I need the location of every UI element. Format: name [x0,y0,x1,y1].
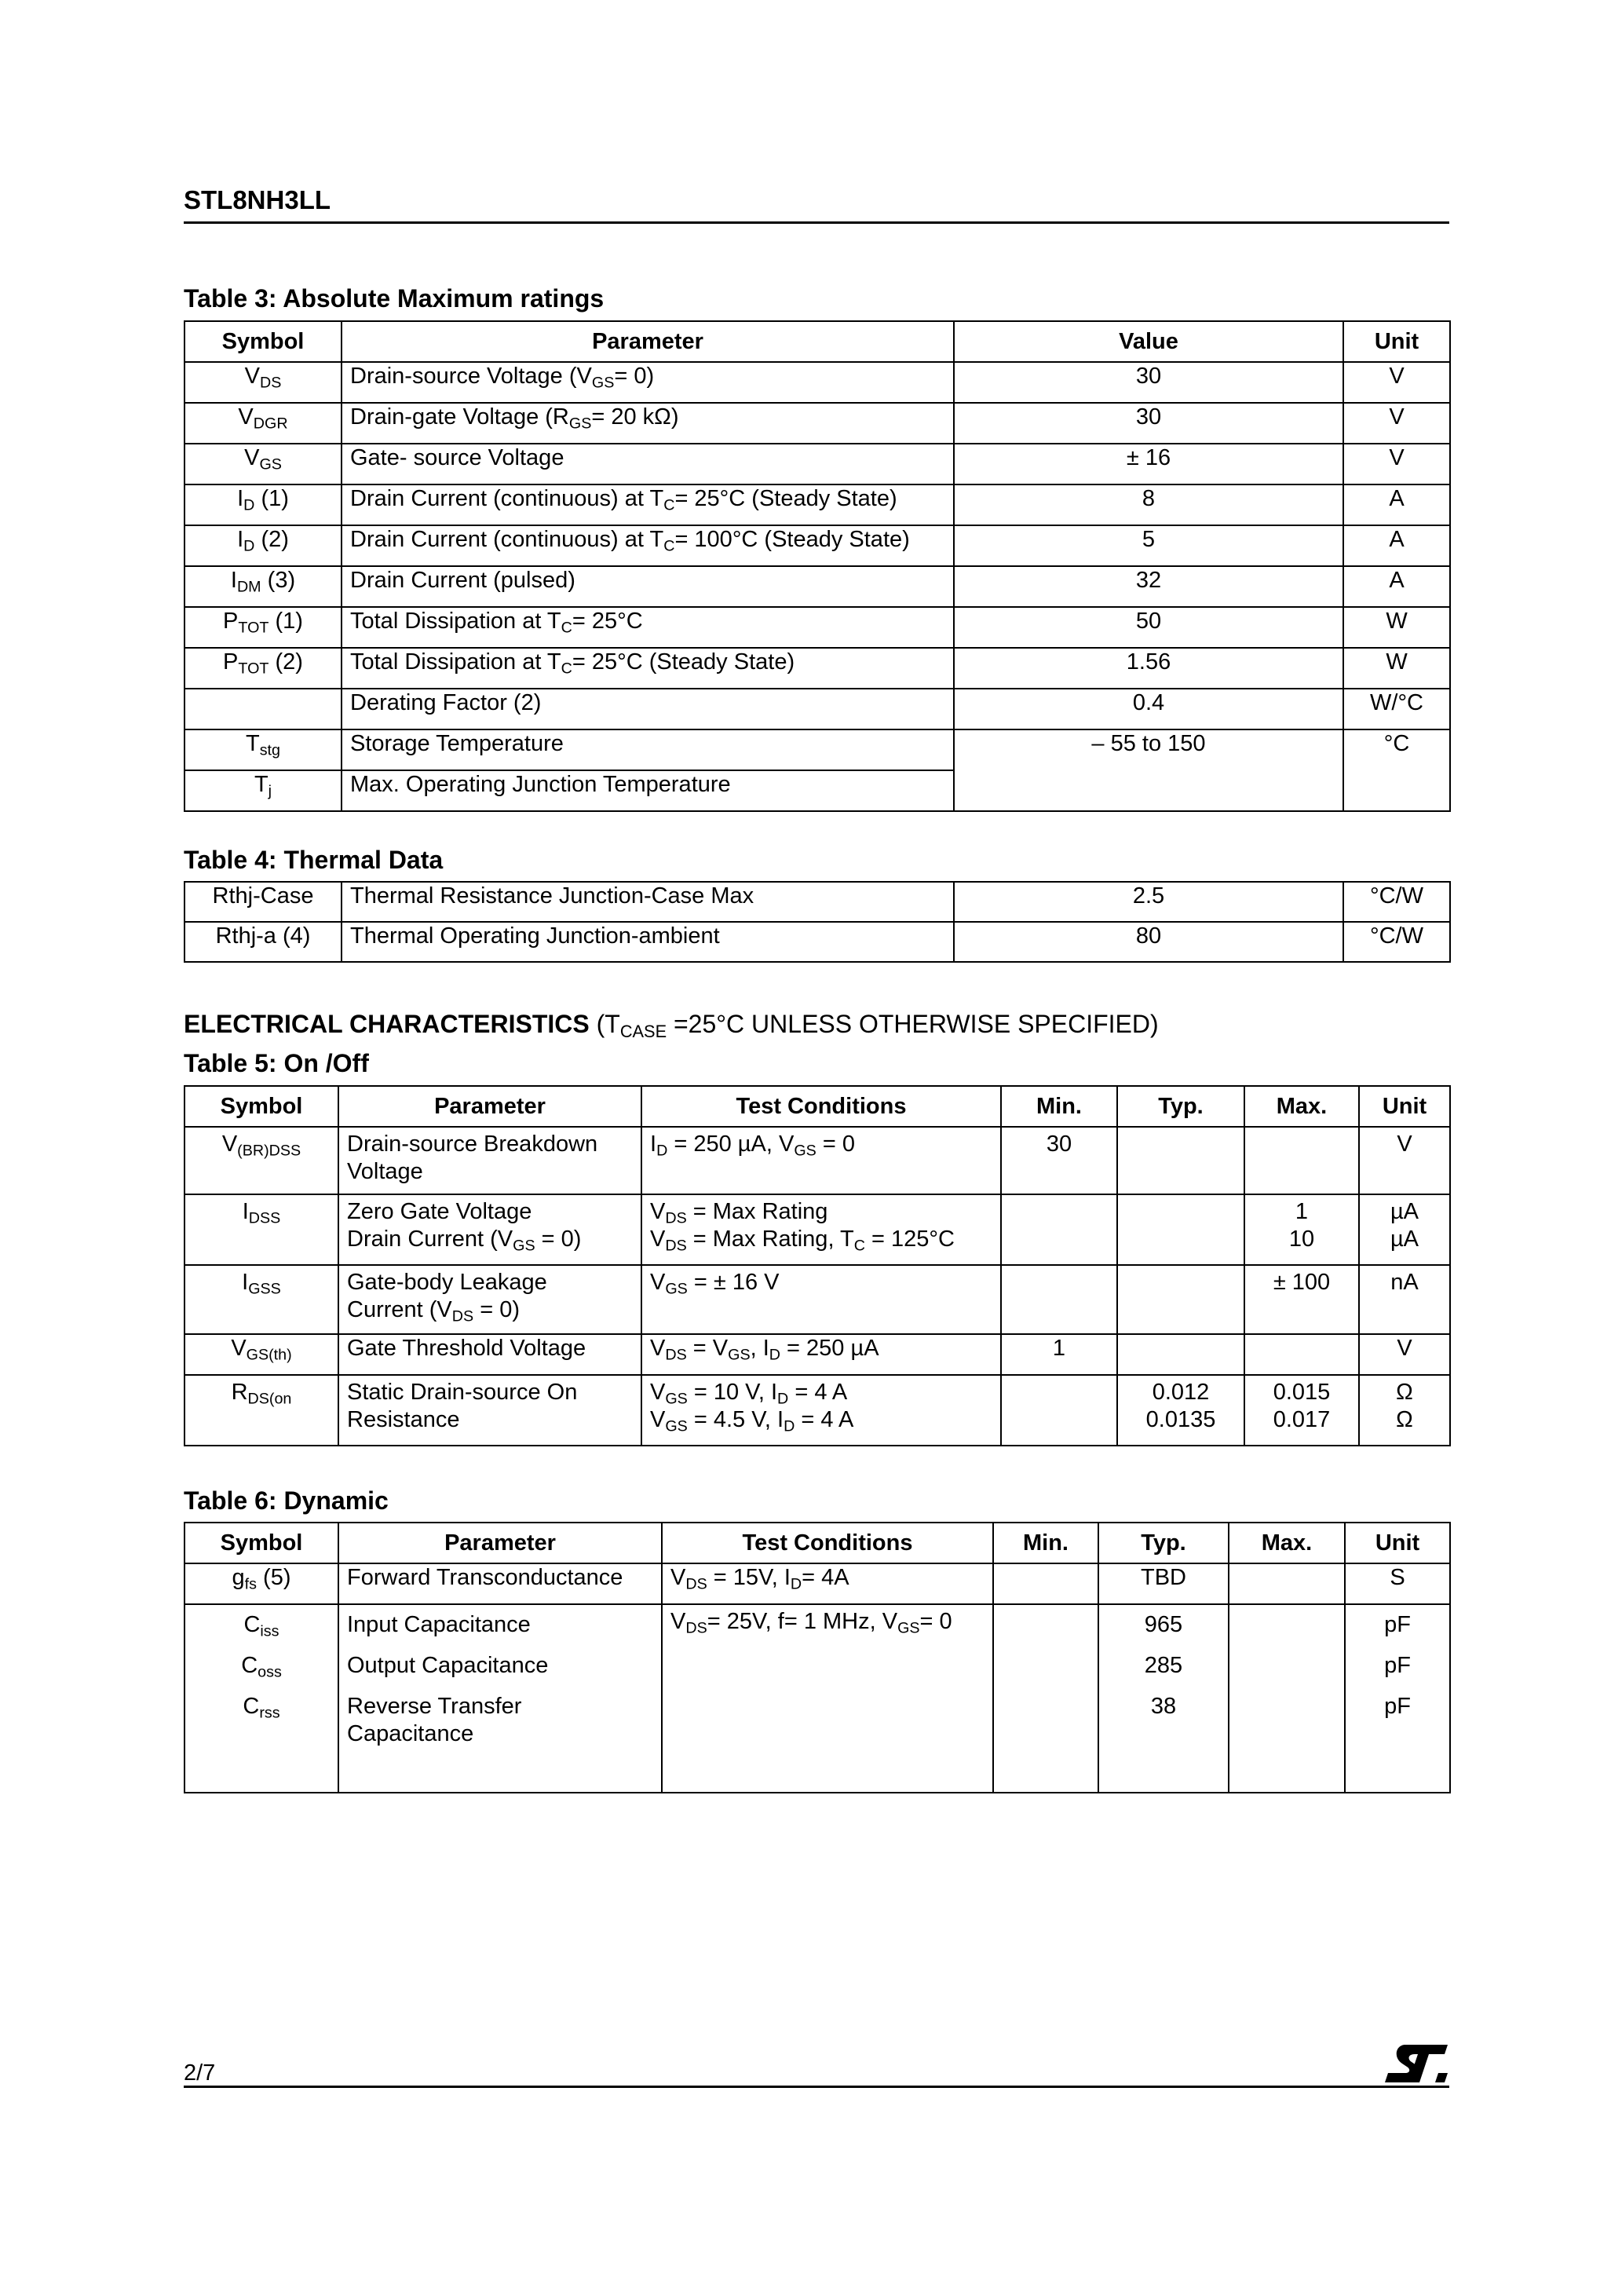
value-cell: 80 [954,922,1343,962]
unit-cell: W [1343,648,1450,689]
test-conditions-cell: $V_{DS}= 25V$, f= 1 MHz, $V_{GS}= 0$ [662,1604,993,1793]
test-conditions-cell: $V_{DS} = V_{GS}$, $I_D = 250$ µA [641,1334,1001,1375]
column-header: Typ. [1117,1086,1244,1127]
document-title: STL8NH3LL [184,185,331,214]
parameter-cell: Total Dissipation at $T_C= 25^\circ C$ [342,607,954,648]
typ-cell: 965 285 38 [1098,1604,1229,1793]
parameter-cell: Input Capacitance Output Capacitance Reverse Transfer Capacitance [338,1604,662,1793]
min-cell: 1 [1001,1334,1117,1375]
parameter-cell: Forward Transconductance [338,1563,662,1604]
table4-caption: Table 4: Thermal Data [184,846,444,874]
min-cell [1001,1375,1117,1446]
symbol-cell [184,689,342,729]
unit-cell: A [1343,484,1450,525]
parameter-cell: Storage Temperature [342,729,954,770]
unit-cell: Ω Ω [1359,1375,1450,1446]
symbol-cell: $I_{DSS}$ [184,1194,338,1265]
table-row [184,729,1450,770]
symbol-cell: $P_{TOT}$ (2) [184,648,342,689]
test-conditions-cell: $V_{GS}$ = ± 16 V [641,1265,1001,1334]
typ-cell [1117,1334,1244,1375]
unit-cell: V [1343,444,1450,484]
value-cell: 2.5 [954,882,1343,922]
max-cell [1244,1127,1359,1194]
symbol-cell: $V_{(BR)DSS}$ [184,1127,338,1194]
column-header: Max. [1229,1523,1345,1563]
max-cell: 0.015 0.017 [1244,1375,1359,1446]
symbol-cell: $I_D$ (2) [184,525,342,566]
unit-cell: A [1343,566,1450,607]
parameter-cell: Drain-source Breakdown Voltage [338,1127,641,1194]
symbol-cell: $g_{fs}$ (5) [184,1563,338,1604]
unit-cell: °C/W [1343,882,1450,922]
parameter-cell: Max. Operating Junction Temperature [342,770,954,811]
symbol-cell: Rthj-Case [184,882,342,922]
table-row [184,1265,1450,1334]
parameter-cell: Derating Factor (2) [342,689,954,729]
table3-caption: Table 3: Absolute Maximum ratings [184,284,605,313]
column-header: Test Conditions [641,1086,1001,1127]
typ-cell [1117,1127,1244,1194]
value-cell: 8 [954,484,1343,525]
min-cell [1001,1194,1117,1265]
typ-cell [1117,1265,1244,1334]
table-row [184,1334,1450,1375]
value-cell: 32 [954,566,1343,607]
test-conditions-cell: $V_{GS} = 10$ V, $I_D = 4$ A $V_{GS} = 4.5$ V, $I_D = 4$ A [641,1375,1001,1446]
table-row [184,403,1450,444]
table5-on-off [184,1085,1451,1446]
table3-body [184,362,1450,729]
value-cell: 30 [954,403,1343,444]
value-cell: 30 [954,362,1343,403]
column-header: Typ. [1098,1523,1229,1563]
parameter-cell: Drain Current (continuous) at $T_C= 25^\circ C$ (Steady State) [342,484,954,525]
table-row [184,566,1450,607]
table-row [184,689,1450,729]
typ-cell: TBD [1098,1563,1229,1604]
symbol-cell: $V_{GS(th)}$ [184,1334,338,1375]
column-header: Max. [1244,1086,1359,1127]
parameter-cell: Drain-source Voltage $(V_{GS}= 0)$ [342,362,954,403]
table-row [184,882,1450,922]
page-number: 2/7 [184,2060,216,2086]
unit-cell: W [1343,607,1450,648]
table3-absolute-maximum-ratings [184,320,1451,812]
max-cell [1229,1563,1345,1604]
st-logo-icon [1382,2042,1449,2086]
unit-cell: A [1343,525,1450,566]
parameter-cell: Drain-gate Voltage ($R_{GS}= 20$ kΩ) [342,403,954,444]
parameter-cell: Thermal Operating Junction-ambient [342,922,954,962]
symbol-cell: $T_{stg}$ [184,729,342,770]
table-row [184,362,1450,403]
unit-cell: µA µA [1359,1194,1450,1265]
table6-dynamic [184,1522,1451,1793]
column-header: Test Conditions [662,1523,993,1563]
parameter-cell: Total Dissipation at $T_C= 25^\circ C$ (Steady State) [342,648,954,689]
unit-cell: W/°C [1343,689,1450,729]
value-cell: 0.4 [954,689,1343,729]
table-row [184,484,1450,525]
parameter-cell: Drain Current (pulsed) [342,566,954,607]
min-cell [993,1563,1098,1604]
test-conditions-cell: $V_{DS} = 15V$, $I_D= 4A$ [662,1563,993,1604]
column-header: Unit [1359,1086,1450,1127]
symbol-cell: $V_{GS}$ [184,444,342,484]
column-header: Value [954,321,1343,362]
table-row [184,922,1450,962]
table-row [184,525,1450,566]
table5-header-row [184,1086,1450,1127]
table-row [184,648,1450,689]
table-row [184,607,1450,648]
table5-caption: Table 5: On /Off [184,1049,369,1077]
parameter-cell: Zero Gate Voltage Drain Current $(V_{GS} = 0)$ [338,1194,641,1265]
value-cell: 50 [954,607,1343,648]
parameter-cell: Drain Current (continuous) at $T_C= 100^\circ C$ (Steady State) [342,525,954,566]
test-conditions-cell: $V_{DS}$ = Max Rating $V_{DS}$ = Max Rating, $T_C = 125^\circ C$ [641,1194,1001,1265]
electrical-characteristics-heading: ELECTRICAL CHARACTERISTICS ($T_{CASE} =25^\circ C$ UNLESS OTHERWISE SPECIFIED) [184,1010,1159,1042]
value-cell: 1.56 [954,648,1343,689]
column-header: Parameter [342,321,954,362]
unit-cell: V [1343,403,1450,444]
column-header: Symbol [184,1523,338,1563]
unit-cell: S [1345,1563,1450,1604]
unit-cell: nA [1359,1265,1450,1334]
table-row [184,1604,1450,1793]
column-header: Symbol [184,1086,338,1127]
symbol-cell: $I_{GSS}$ [184,1265,338,1334]
value-cell: ± 16 [954,444,1343,484]
min-cell [1001,1265,1117,1334]
symbol-cell: $C_{iss}$ $C_{oss}$ $C_{rss}$ [184,1604,338,1793]
unit-cell: pF pF pF [1345,1604,1450,1793]
max-cell [1229,1604,1345,1793]
min-cell [993,1604,1098,1793]
value-cell: 5 [954,525,1343,566]
value-cell: – 55 to 150 [954,729,1343,811]
min-cell: 30 [1001,1127,1117,1194]
table-row [184,1194,1450,1265]
max-cell: ± 100 [1244,1265,1359,1334]
column-header: Symbol [184,321,342,362]
max-cell: 1 10 [1244,1194,1359,1265]
column-header: Unit [1345,1523,1450,1563]
column-header: Unit [1343,321,1450,362]
column-header: Parameter [338,1523,662,1563]
column-header: Min. [1001,1086,1117,1127]
table3-header-row [184,321,1450,362]
table6-header-row [184,1523,1450,1563]
max-cell [1244,1334,1359,1375]
table4-thermal-data [184,881,1451,963]
footer-rule [184,2086,1449,2088]
symbol-cell: $V_{DGR}$ [184,403,342,444]
unit-cell: V [1359,1127,1450,1194]
parameter-cell: Gate- source Voltage [342,444,954,484]
column-header: Parameter [338,1086,641,1127]
typ-cell: 0.012 0.0135 [1117,1375,1244,1446]
symbol-cell: Rthj-a (4) [184,922,342,962]
unit-cell: V [1359,1334,1450,1375]
unit-cell: °C/W [1343,922,1450,962]
symbol-cell: $I_D$ (1) [184,484,342,525]
table-row [184,444,1450,484]
parameter-cell: Static Drain-source On Resistance [338,1375,641,1446]
header-rule [184,221,1449,224]
typ-cell [1117,1194,1244,1265]
table-row [184,1127,1450,1194]
test-conditions-cell: $I_D = 250$ µA, $V_{GS} = 0$ [641,1127,1001,1194]
parameter-cell: Gate Threshold Voltage [338,1334,641,1375]
table-row [184,1375,1450,1446]
table-row [184,1563,1450,1604]
symbol-cell: $V_{DS}$ [184,362,342,403]
unit-cell: °C [1343,729,1450,811]
parameter-cell: Gate-body Leakage Current $(V_{DS} = 0)$ [338,1265,641,1334]
table6-caption: Table 6: Dynamic [184,1486,389,1515]
symbol-cell: $R_{DS(on}$ [184,1375,338,1446]
parameter-cell: Thermal Resistance Junction-Case Max [342,882,954,922]
symbol-cell: $I_{DM}$ (3) [184,566,342,607]
column-header: Min. [993,1523,1098,1563]
unit-cell: V [1343,362,1450,403]
symbol-cell: $T_j$ [184,770,342,811]
symbol-cell: $P_{TOT}$ (1) [184,607,342,648]
